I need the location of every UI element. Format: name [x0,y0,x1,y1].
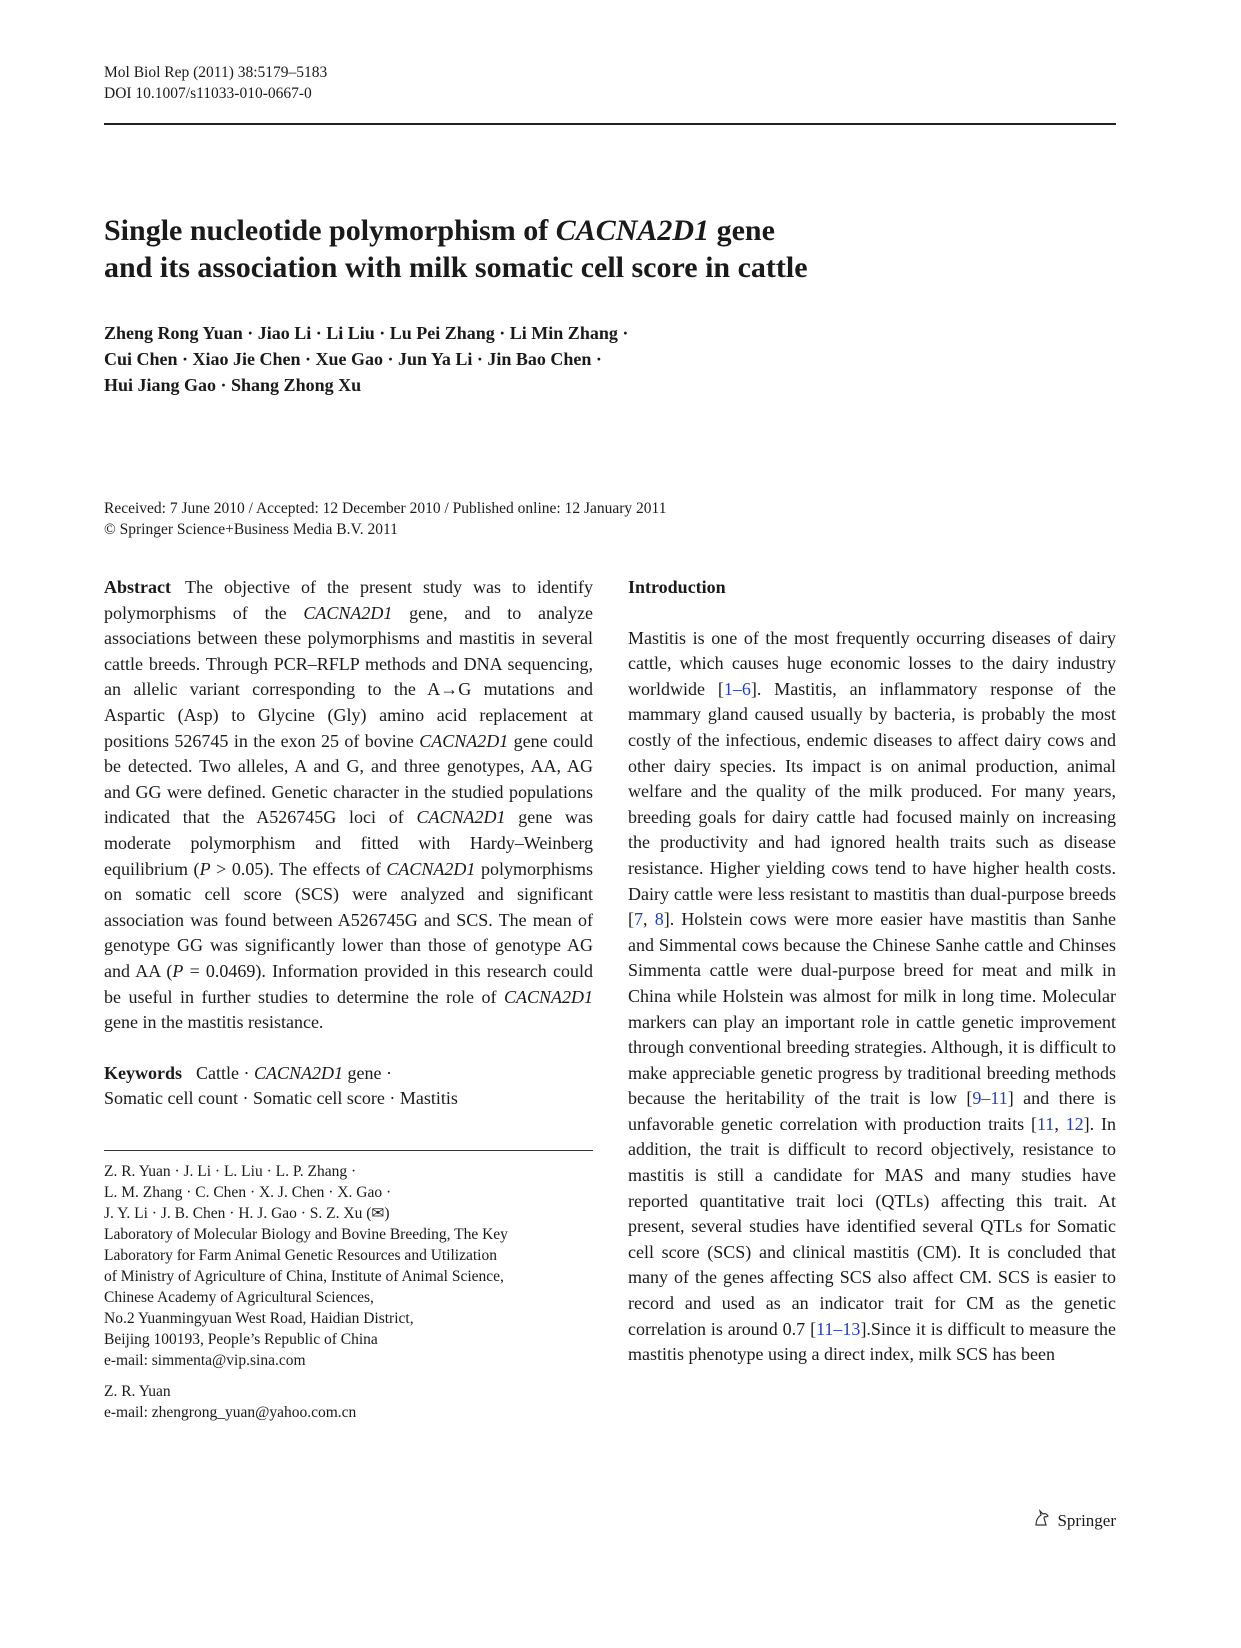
citation-link[interactable]: 9–11 [972,1088,1008,1109]
publication-dates [104,498,666,540]
affiliation-line: Chinese Academy of Agricultural Sciences, [104,1288,374,1306]
second-author-email[interactable]: e-mail: zhengrong_yuan@yahoo.com.cn [104,1403,357,1421]
springer-horse-icon [1032,1508,1052,1533]
keywords-heading: Keywords [104,1062,182,1083]
citation-link[interactable]: 11–13 [816,1318,861,1339]
abstract-heading: Abstract [104,577,171,597]
second-author-name: Z. R. Yuan [104,1382,171,1400]
citation-link[interactable]: 11 [1036,1113,1055,1134]
keywords: Keywords Cattle · CACNA2D1 gene · Somatic cell count · Somatic cell score · Mastitis [104,1062,458,1109]
footnote-rule [104,1150,593,1151]
publisher-logo [1032,1508,1116,1533]
affiliation-line: L. M. Zhang · C. Chen · X. J. Chen · X. Gao · [104,1183,392,1201]
left-column [104,575,593,1423]
affiliation-line: Beijing 100193, People’s Republic of China [104,1330,378,1348]
journal-citation: Mol Biol Rep (2011) 38:5179–5183 [104,64,328,81]
affiliation-line: No.2 Yuanmingyuan West Road, Haidian District, [104,1309,414,1327]
affiliation-footnote [104,1161,593,1423]
citation-link[interactable]: 8 [654,909,664,930]
doi: DOI 10.1007/s11033-010-0667-0 [104,85,312,102]
introduction-heading: Introduction [628,577,726,597]
author-list: Zheng Rong Yuan · Jiao Li · Li Liu · Lu Pei Zhang · Li Min Zhang · Cui Chen · Xiao Jie Chen · Xue Gao · Jun Ya Li · Jin Bao Chen · Hui Jiang Gao · Shang Zhong Xu [104,323,629,395]
corresponding-email[interactable]: e-mail: simmenta@vip.sina.com [104,1351,306,1369]
citation-link[interactable]: 12 [1065,1113,1084,1134]
journal-header [104,62,327,104]
title-gene: CACNA2D1 [555,214,710,247]
affiliation-line: J. Y. Li · J. B. Chen · H. J. Gao · S. Z. Xu (✉) [104,1204,390,1222]
citation-link[interactable]: 7 [634,909,643,930]
copyright: © Springer Science+Business Media B.V. 2011 [104,521,398,538]
header-rule [104,123,1116,125]
abstract: Abstract The objective of the present study was to identify polymorphisms of the CACNA2D1 gene, and to analyze associations between these polymorphisms and mastitis in several cattle breeds. Through PCR–RFLP methods and DNA sequencing, an allelic variant corresponding to the A→G mutations and Aspartic (Asp) to Glycine (Gly) amino acid replacement at positions 526745 in the exon 25 of bovine CACNA2D1 gene could be detected. Two alleles, A and G, and three genotypes, AA, AG and GG were defined. Genetic character in the studied populations indicated that the A526745G loci of CACNA2D1 gene was moderate polymorphism and fitted with Hardy–Weinberg equilibrium (P > 0.05). The effects of CACNA2D1 polymorphisms on somatic cell score (SCS) were analyzed and significant association was found between A526745G and SCS. The mean of genotype GG was significantly lower than those of genotype AG and AA (P = 0.0469). Information provided in this research could be useful in further studies to determine the role of CACNA2D1 gene in the mastitis resistance. [104,577,594,1033]
affiliation-line: Z. R. Yuan · J. Li · L. Liu · L. P. Zhang · [104,1162,357,1180]
introduction-body: Mastitis is one of the most frequently occurring diseases of dairy cattle, which causes huge economic losses to the dairy industry worldwide [1–6]. Mastitis, an inflammatory response of the mammary gland caused usually by bacteria, is probably the most costly of the infectious, endemic diseases to affect dairy cows and other dairy species. Its impact is on animal production, animal welfare and the quality of the milk produced. For many years, breeding goals for dairy cattle had focused mainly on increasing the productivity and had ignored health traits such as disease resistance. Higher yielding cows tend to have higher health costs. Dairy cattle were less resistant to mastitis than dual-purpose breeds [7, 8]. Holstein cows were more easier have mastitis than Sanhe and Simmental cows because the Chinese Sanhe cattle and Chinses Simmenta cattle were dual-purpose breed for meat and milk in China while Holstein was almost for milk in long time. Molecular markers can play an important role in cattle genetic improvement through conventional breeding strategies. Although, it is difficult to make appreciable genetic progress by traditional breeding methods because the heritability of the trait is low [9–11] and there is unfavorable genetic correlation with production traits [11, 12]. In addition, the trait is difficult to record objectively, resistance to mastitis is still a candidate for MAS and many studies have reported quantitative trait loci (QTLs) affecting this trait. At present, several studies have identified several QTLs for Somatic cell score (SCS) and clinical mastitis (CM). It is concluded that many of the genes affecting SCS also affect CM. SCS is easier to record and used as an indicator trait for CM as the genetic correlation is around 0.7 [11–13].Since it is difficult to measure the mastitis phenotype using a direct index, milk SCS has been [628,627,1117,1365]
affiliation-line: Laboratory for Farm Animal Genetic Resources and Utilization [104,1246,497,1264]
affiliation-line: of Ministry of Agriculture of China, Institute of Animal Science, [104,1267,504,1285]
history-dates: Received: 7 June 2010 / Accepted: 12 December 2010 / Published online: 12 January 2011 [104,500,667,517]
citation-link[interactable]: 1–6 [723,678,751,699]
article-title: Single nucleotide polymorphism of CACNA2D1 gene and its association with milk somatic cell score in cattle [104,214,808,284]
publisher-name: Springer [1057,1510,1116,1530]
affiliation-line: Laboratory of Molecular Biology and Bovine Breeding, The Key [104,1225,508,1243]
right-column [628,575,1116,1368]
